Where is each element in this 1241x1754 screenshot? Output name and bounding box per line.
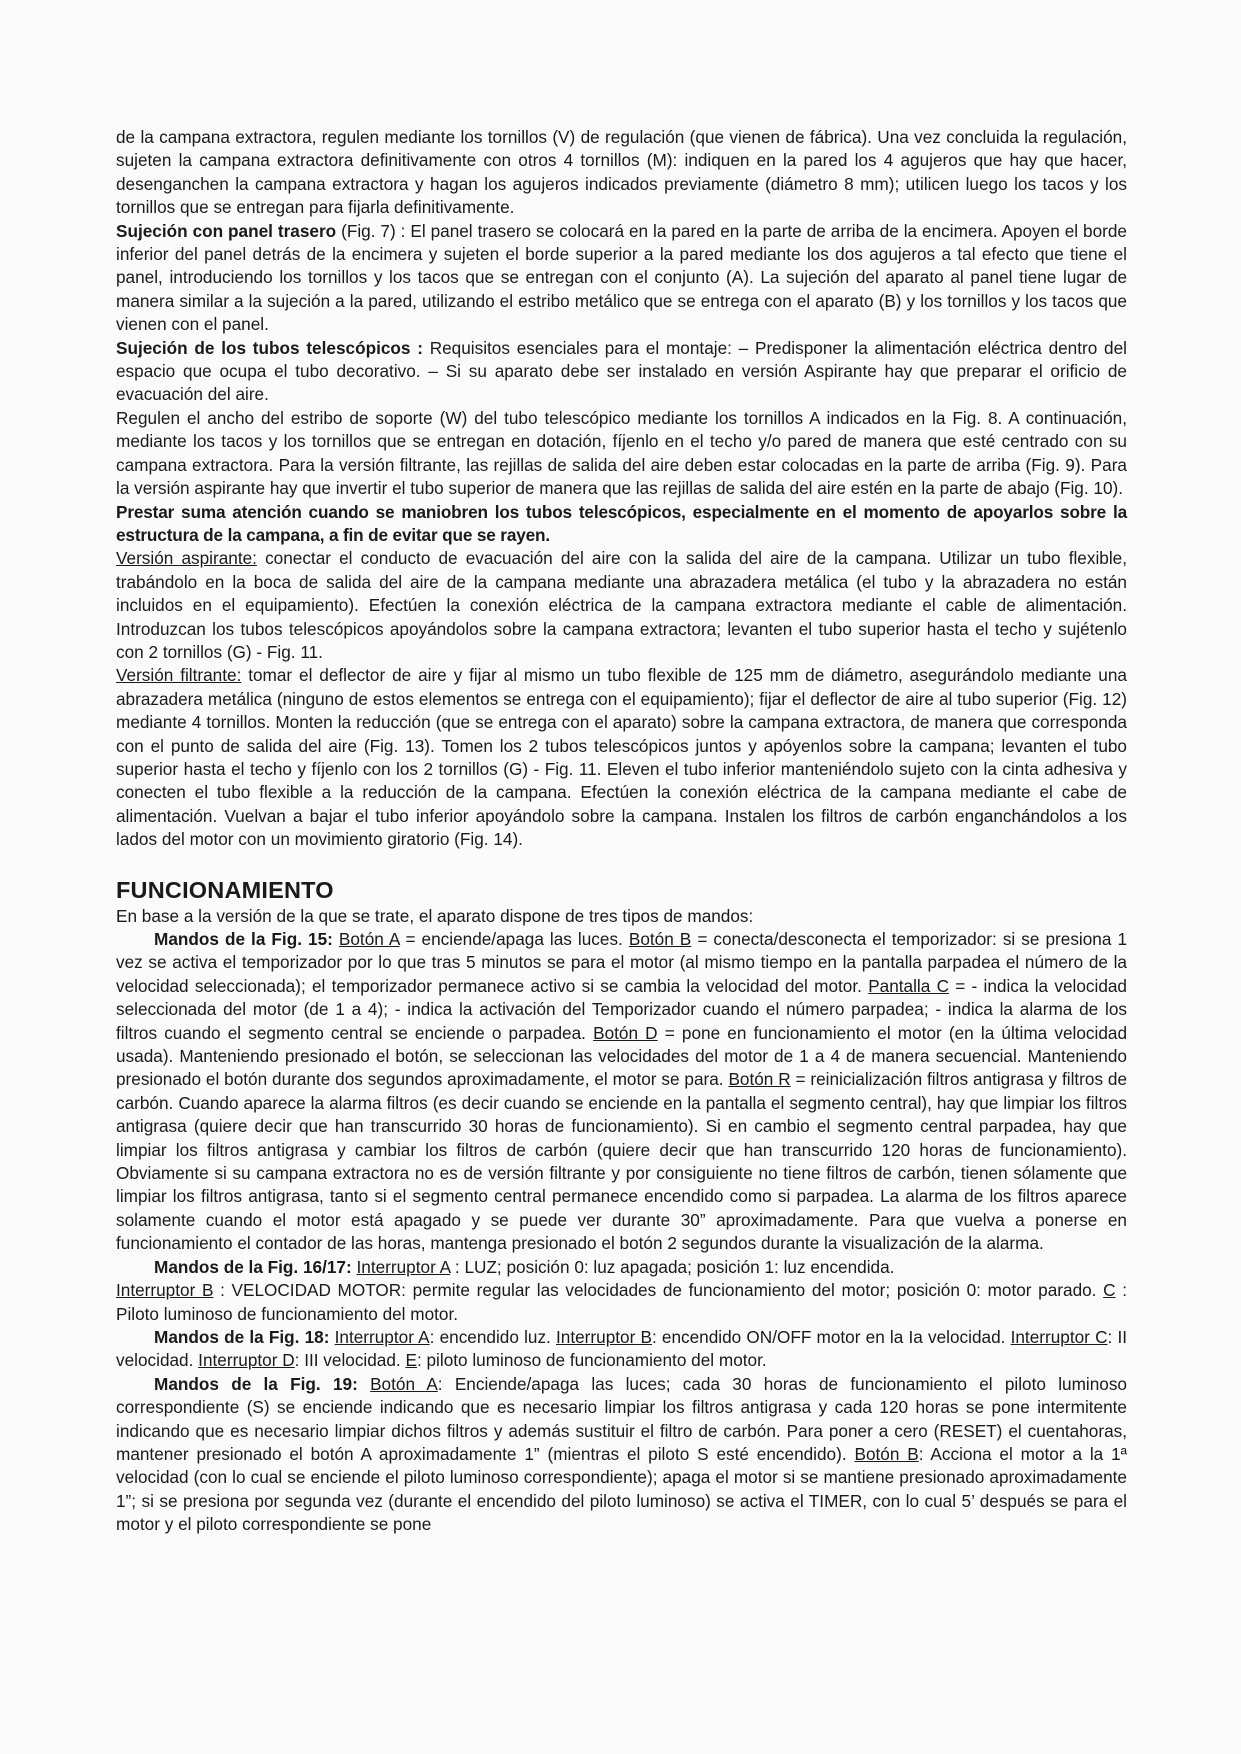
- regulate-paragraph: Regulen el ancho del estribo de soporte (W) del tubo telescópico mediante los tornillos A indicados en la Fig. 8. A continuación, mediante los tacos y los tornillos que se entregan en dotación, fíjenlo en el techo y/o pared de manera que esté centrado con su campana extractora. Para la versión filtrante, las rejillas de salida del aire deben estar colocadas en la parte de arriba (Fig. 9). Para la versión aspirante hay que invertir el tubo superior de manera que las rejillas de salida del aire estén en la parte de abajo (Fig. 10).: [116, 407, 1127, 499]
- fig18-text-1: : encendido luz.: [429, 1326, 557, 1347]
- funcionamiento-title: FUNCIONAMIENTO: [116, 876, 334, 903]
- fig1617-interruptor-a: Interruptor A: [356, 1256, 451, 1277]
- fig18-heading: Mandos de la Fig. 18:: [154, 1326, 330, 1347]
- fig18-text-2: : encendido ON/OFF motor en la Ia velocidad.: [651, 1326, 1011, 1347]
- fig18-interruptor-b: Interruptor B: [556, 1326, 652, 1347]
- aspirante-label: Versión aspirante:: [116, 548, 257, 569]
- filtrante-label: Versión filtrante:: [116, 665, 242, 686]
- fig18-e: E: [405, 1350, 417, 1371]
- fig18-text-3: : II velocidad.: [116, 1326, 1127, 1371]
- panel-paragraph: [116, 220, 1127, 337]
- fig15-heading: Mandos de la Fig. 15:: [154, 929, 333, 949]
- intro-paragraph: de la campana extractora, regulen mediante los tornillos (V) de regulación (que vienen de fábrica). Una vez concluida la regulación, sujeten la campana extractora definitivamente con otros 4 tornillos (M): indiquen en la pared los 4 agujeros que hay que hacer, desenganchen la campana extractora y hagan los agujeros indicados previamente (diámetro 8 mm); utilicen luego los tacos y los tornillos que se entregan para fijarla definitivamente.: [116, 127, 1127, 218]
- tubes-text: Requisitos esenciales para el montaje: – Predisponer la alimentación eléctrica dentro del espacio que ocupa el tubo decorativo. – Si su aparato debe ser instalado en versión Aspirante hay que preparar el orificio de evacuación del aire.: [116, 337, 1127, 405]
- fig15-text-3: = conecta/desconecta el temporizador: si se presiona 1 vez se activa el temporizador por lo que tras 5 minutos se para el motor (al mismo tiempo en la pantalla parpadea el número de la velocidad seleccionada); el temporizador permanece activo si se cambia la velocidad del motor.: [116, 929, 1127, 996]
- aspirante-paragraph: [116, 547, 1127, 664]
- fig15-pantalla-c: Pantalla C: [868, 975, 949, 996]
- filtrante-text: tomar el deflector de aire y fijar al mismo un tubo flexible de 125 mm de diámetro, asegurándolo mediante una abrazadera metálica (ninguno de estos elementos se entrega con el equipamiento); fijar el deflector de aire al tubo superior (Fig. 12) mediante 4 tornillos. Monten la reducción (que se entrega con el aparato) sobre la campana extractora, de manera que corresponda con el punto de salida del aire (Fig. 13). Tomen los 2 tubos telescópicos juntos y apóyenlos sobre la campana; levanten el tubo superior hasta el techo y fíjenlo con los 2 tornillos (G) - Fig. 11. Eleven el tubo inferior manteniéndolo sujeto con la cinta adhesiva y conecten el tubo flexible a la reducción de la campana. Efectúen la conexión eléctrica de la campana mediante el cabe de alimentación. Vuelvan a bajar el tubo inferior apoyándolo sobre la campana. Instalen los filtros de carbón enganchándolos a los lados del motor con un movimiento giratorio (Fig. 14).: [116, 665, 1127, 850]
- fig15-boton-d: Botón D: [593, 1022, 658, 1043]
- warning-paragraph: Prestar suma atención cuando se maniobren los tubos telescópicos, especialmente en el momento de apoyarlos sobre la estructura de la campana, a fin de evitar que se rayen.: [116, 501, 1127, 545]
- fig15-text-4: = - indica la velocidad seleccionada del motor (de 1 a 4); - indica la activación del Temporizador cuando el número parpadea; - indica la alarma de los filtros cuando el segmento central se enciende o parpadea.: [116, 975, 1127, 1043]
- aspirante-text: conectar el conducto de evacuación del aire con la salida del aire de la campana. Utilizar un tubo flexible, trabándolo en la boca de salida del aire de la campana mediante una abrazadera metálica (el tubo y la abrazadera no están incluidos en el equipamiento). Efectúen la conexión eléctrica de la campana extractora mediante el cable de alimentación. Introduzcan los tubos telescópicos apoyándolos sobre la campana extractora; levanten el tubo superior hasta el techo y sujétenlo con 2 tornillos (G) - Fig. 11.: [116, 548, 1127, 662]
- fig18-paragraph: [116, 1326, 1127, 1373]
- fig15-paragraph: [116, 928, 1127, 1256]
- fig15-boton-b: Botón B: [628, 929, 692, 949]
- fig15-text-2: = enciende/apaga las luces.: [399, 929, 629, 949]
- tubes-heading: Sujeción de los tubos telescópicos :: [116, 337, 423, 358]
- fig19-heading: Mandos de la Fig. 19:: [154, 1373, 358, 1394]
- page-content: [116, 126, 1127, 1537]
- funcionamiento-intro: En base a la versión de la que se trate, el aparato dispone de tres tipos de mandos:: [116, 905, 754, 926]
- fig19-boton-b: Botón B: [854, 1443, 919, 1464]
- fig1617-text-1: : LUZ; posición 0: luz apagada; posición 1: luz encendida.: [450, 1256, 895, 1277]
- fig19-text-1: : Enciende/apaga las luces; cada 30 horas de funcionamiento el piloto luminoso correspondiente (S) se enciende indicando que es necesario limpiar los filtros antigrasa y cada 120 horas se pone intermitente indicando que es necesario limpiar dichos filtros y además sustituir el filtro de carbón. Para poner a cero (RESET) el cuentahoras, mantener presionado el botón A aproximadamente 1” (mientras el piloto S esté encendido).: [116, 1373, 1127, 1464]
- tubes-paragraph: [116, 337, 1127, 407]
- fig1617-text-2: : VELOCIDAD MOTOR: permite regular las velocidades de funcionamiento del motor; posición 0: motor parado.: [213, 1280, 1104, 1301]
- fig19-paragraph: [116, 1373, 1127, 1537]
- fig18-text-4: : III velocidad.: [294, 1350, 406, 1371]
- fig1617-heading: Mandos de la Fig. 16/17:: [154, 1256, 352, 1277]
- filtrante-paragraph: [116, 664, 1127, 851]
- fig18-text-5: : piloto luminoso de funcionamiento del motor.: [416, 1350, 767, 1371]
- fig18-interruptor-d: Interruptor D: [198, 1350, 295, 1371]
- fig1617-c: C: [1103, 1280, 1116, 1301]
- fig1617-interruptor-b: Interruptor B: [116, 1280, 214, 1301]
- fig15-boton-a: Botón A: [338, 929, 400, 949]
- fig18-interruptor-a: Interruptor A: [334, 1326, 430, 1347]
- panel-text: (Fig. 7) : El panel trasero se colocará en la pared en la parte de arriba de la encimera. Apoyen el borde inferior del panel detrás de la encimera y sujeten el borde superior a la pared mediante los dos agujeros a tal efecto que tiene el panel, introduciendo los tornillos y los tacos que se entregan con el conjunto (A). La sujeción del aparato al panel tiene lugar de manera similar a la sujeción a la pared, utilizando el estribo metálico que se entrega con el aparato (B) y los tornillos y los tacos que vienen con el panel.: [116, 220, 1127, 335]
- fig18-interruptor-c: Interruptor C: [1010, 1326, 1108, 1347]
- fig15-boton-r: Botón R: [728, 1069, 791, 1090]
- panel-heading: Sujeción con panel trasero: [116, 220, 337, 241]
- fig1617-paragraph: [116, 1256, 1127, 1326]
- fig15-text-6: = reinicialización filtros antigrasa y filtros de carbón. Cuando aparece la alarma filtros (es decir cuando se enciende en la pantalla el segmento central), hay que limpiar los filtros antigrasa (quiere decir que han transcurrido 30 horas de funcionamiento). Si en cambio el segmento central parpadea, hay que limpiar los filtros antigrasa y cambiar los filtros de carbón (quiere decir que han transcurrido 120 horas de funcionamiento). Obviamente si su campana extractora no es de versión filtrante y por consiguiente no tiene filtros de carbón, tienen sólamente que limpiar los filtros antigrasa, tanto si el segmento central permanece encendido como si parpadea. La alarma de los filtros aparece solamente cuando el motor está apagado y se puede ver durante 30” aproximadamente. Para que vuelva a ponerse en funcionamiento el contador de las horas, mantenga presionado el botón 2 segundos durante la visualización de la alarma.: [116, 1069, 1128, 1254]
- fig1617-text-3: : Piloto luminoso de funcionamiento del motor.: [116, 1280, 1127, 1324]
- fig19-boton-a: Botón A: [370, 1373, 438, 1394]
- fig19-text-2: : Acciona el motor a la 1ª velocidad (con lo cual se enciende el piloto luminoso correspondiente); apaga el motor si se mantiene presionado aproximadamente 1”; si se presiona por segunda vez (durante el encendido del piloto luminoso) se activa el TIMER, con lo cual 5’ después se para el motor y el piloto correspondiente se pone: [116, 1443, 1128, 1535]
- fig15-text-5: = pone en funcionamiento el motor (en la última velocidad usada). Manteniendo presionado el botón, se seleccionan las velocidades del motor de 1 a 4 de manera secuencial. Manteniendo presionado el botón durante dos segundos aproximadamente, el motor se para.: [116, 1022, 1128, 1090]
